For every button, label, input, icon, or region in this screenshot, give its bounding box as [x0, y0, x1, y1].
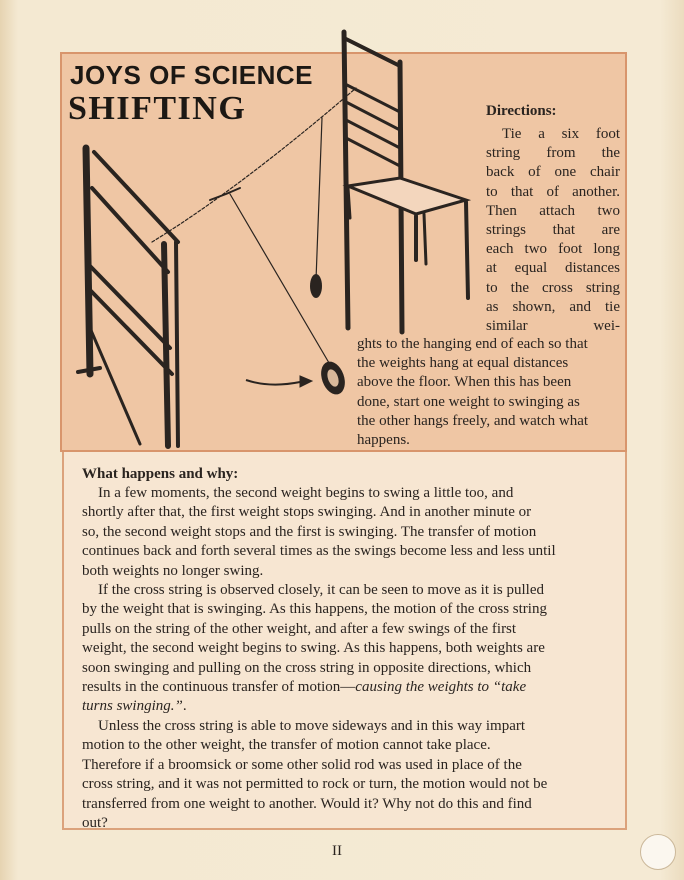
directions-line: happens. [357, 432, 410, 449]
text-segment: . [182, 698, 187, 715]
right-chair-icon [344, 32, 468, 332]
weight-one-icon [310, 274, 322, 298]
text-line: soon swinging and pulling on the cross string in opposite directions, which [82, 659, 532, 676]
text-line: both weights no longer swing. [82, 562, 264, 579]
italic-segment: turns swinging.” [82, 698, 183, 715]
text-line: so, the second weight stops and the first is swinging. The transfer of motion [82, 523, 537, 540]
text-line: continues back and forth several times as the swings become less and less until [82, 543, 556, 560]
text-line: cross string, and it was not permitted to rock or turn, the motion would not be [82, 776, 548, 793]
text-line [82, 678, 612, 697]
text-line: pulls on the string of the other weight, and after a few swings of the first [82, 620, 517, 637]
directions-wide [357, 335, 623, 450]
directions-line: to that of another. [486, 183, 620, 200]
text-line: motion to the other weight, the transfer of motion cannot take place. [82, 737, 491, 754]
directions-line: Tie a six foot [502, 126, 620, 142]
directions-line: the weights hang at equal distances [357, 355, 569, 372]
directions-line: ghts to the hanging end of each so that [357, 336, 588, 352]
text-line: weight, the second weight begins to swing. As this happens, both weights are [82, 640, 545, 657]
text-line: Unless the cross string is able to move sideways and in this way impart [98, 717, 526, 734]
paragraph-2 [82, 581, 612, 717]
directions-line: the other hangs freely, and watch what [357, 412, 589, 429]
text-line: In a few moments, the second weight begins to swing a little too, and [98, 485, 514, 501]
text-line: If the cross string is observed closely, it can be seen to move as it is pulled [98, 582, 545, 599]
article-title: SHIFTING [68, 90, 247, 127]
italic-segment: causing the weights to “take [355, 679, 527, 696]
paragraph-1 [82, 484, 612, 581]
text-line: shortly after that, the first weight stops swinging. And in another minute or [82, 504, 532, 521]
text-line: out? [82, 814, 108, 831]
directions-line: strings that are [486, 222, 620, 239]
directions-column [486, 125, 620, 336]
directions-line: Then attach two [486, 202, 620, 219]
directions-heading: Directions: [486, 103, 557, 119]
paragraph-3 [82, 717, 612, 833]
explanation-body [82, 484, 612, 833]
text-segment: results in the continuous transfer of motion— [82, 679, 356, 696]
text-line [82, 697, 612, 716]
directions-line: back of one chair [486, 164, 620, 181]
directions-line: above the floor. When this has been [357, 374, 572, 391]
directions-line: to the cross string [486, 279, 620, 296]
text-line: by the weight that is swinging. As this happens, the motion of the cross string [82, 601, 547, 618]
watermark-logo-icon [640, 834, 676, 870]
directions-line: at equal distances [486, 260, 620, 277]
text-line: transferred from one weight to another. Would it? Why not do this and find [82, 795, 532, 812]
directions-line: each two foot long [486, 241, 620, 258]
arrow-icon [246, 376, 312, 387]
text-line: Therefore if a broomsick or some other solid rod was used in place of the [82, 756, 522, 773]
directions-line: string from the [486, 145, 620, 162]
directions-line: done, start one weight to swinging as [357, 393, 580, 410]
directions-line: similar wei- [486, 318, 620, 335]
left-chair-icon [78, 148, 178, 446]
series-title: JOYS OF SCIENCE [70, 60, 313, 90]
page-number: II [332, 843, 342, 859]
explanation-heading: What happens and why: [82, 466, 239, 482]
directions-line: as shown, and tie [486, 298, 620, 315]
